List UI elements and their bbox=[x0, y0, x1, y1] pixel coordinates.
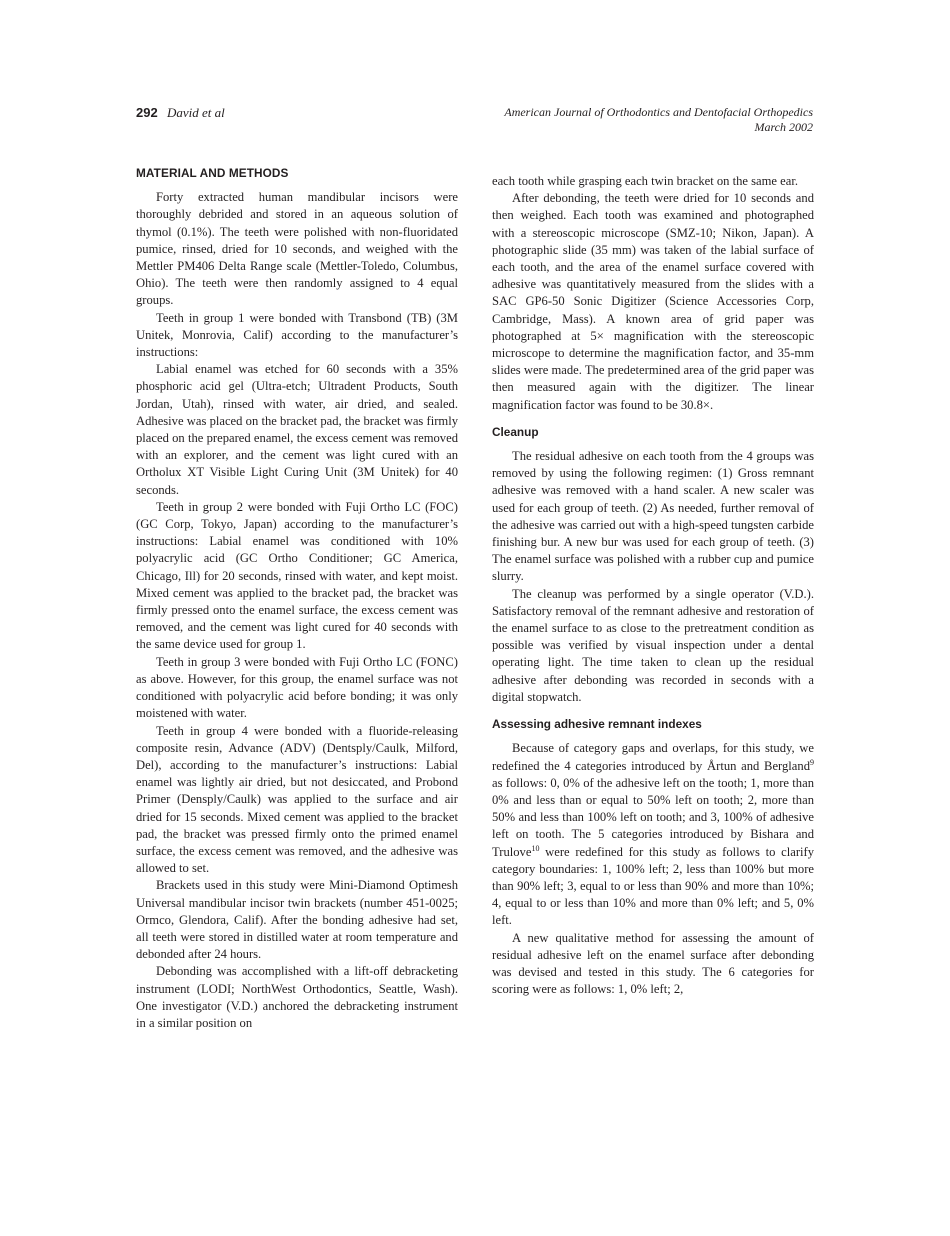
paragraph: Labial enamel was etched for 60 seconds with a 35% phosphoric acid gel (Ultra-etch; Ultradent Products, South Jordan, Utah), rinsed with water, air dried, and sealed. Adhesive was placed on the bracket pad, the bracket was firmly placed on the prepared enamel, the excess cement was removed with an explorer, and the cement was light cured with an Ortholux XT Visible Light Curing Unit (3M Unitek) for 40 seconds. bbox=[136, 362, 458, 497]
page-number: 292 bbox=[136, 105, 158, 120]
paragraph: Teeth in group 4 were bonded with a fluoride-releasing composite resin, Advance (ADV) (Dentsply/Caulk, Milford, Del), according to the manufacturer’s instructions: Labial enamel was lightly air dried, but not desiccated, and Probond Primer (Densply/Caulk) was applied to the surface and air dried for 15 seconds. Mixed cement was applied to the bracket pad, the bracket was pressed firmly onto the primed enamel surface, the excess cement was removed, and the adhesive was allowed to set. bbox=[136, 723, 458, 876]
paragraph: Forty extracted human mandibular incisors were thoroughly debrided and stored in an aqueous solution of thymol (0.1%). The teeth were polished with non-fluoridated pumice, rinsed, dried for 10 seconds, and weighed with the Mettler PM406 Delta Range scale (Mettler-Toledo, Columbus, Ohio). The teeth were then randomly assigned to 4 equal groups. bbox=[136, 190, 458, 308]
paragraph: Debonding was accomplished with a lift-off debracketing instrument (LODI; NorthWest Orthodontics, Seattle, Wash). One investigator (V.D.) anchored the debracketing instrument in a similar position on bbox=[136, 964, 458, 1030]
paragraph-ari-categories bbox=[492, 740, 814, 929]
paragraph: Teeth in group 2 were bonded with Fuji Ortho LC (FOC) (GC Corp, Tokyo, Japan) according to the manufacturer’s instructions: Labial enamel was conditioned with 10% polyacrylic acid (GC Ortho Conditioner; GC America, Chicago, Ill) for 20 seconds, rinsed with water, and kept moist. Mixed cement was applied to the bracket pad, the bracket was firmly pressed onto the enamel surface, the excess cement was removed, and the cement was light cured for 40 seconds with the same device used for group 1. bbox=[136, 499, 458, 652]
text-span: as follows: 0, 0% of the adhesive left on the tooth; 1, more than 0% and less than or equal to 50% left on tooth; 2, more than 50% and less than 100% left on tooth; and 3, 100% of adhesive left on tooth. The 5 categories introduced by Bishara and Trulove bbox=[492, 775, 814, 859]
paragraph: Brackets used in this study were Mini-Diamond Optimesh Universal mandibular incisor twin brackets (number 451-0025; Ormco, Glendora, Calif). After the bonding adhesive had set, all teeth were stored in distilled water at room temperature and debonded after 24 hours. bbox=[136, 878, 458, 962]
subsection-heading-cleanup: Cleanup bbox=[492, 424, 539, 439]
running-header-right bbox=[504, 105, 813, 135]
text-span: were redefined for this study as follows to clarify category boundaries: 1, 100% left; 2, less than 100% but more than 90% left; 3, equal to or less than 90% and more than 10%; 4, equal to or less than 10% and more than 0% left; and 5, 0% left. bbox=[492, 844, 814, 928]
section-heading-methods: MATERIAL AND METHODS bbox=[136, 166, 289, 180]
journal-title: American Journal of Orthodontics and Dentofacial Orthopedics bbox=[504, 105, 813, 119]
running-authors: David et al bbox=[166, 105, 225, 120]
subsection-heading-ari: Assessing adhesive remnant indexes bbox=[492, 717, 702, 732]
running-header-left bbox=[136, 105, 225, 121]
paragraph: The cleanup was performed by a single operator (V.D.). Satisfactory removal of the remnant adhesive and restoration of the enamel surface to as close to the pretreatment condition as possible was verified by visual inspection under a dental operating light. The time taken to clean up the residual adhesive after debonding was recorded in seconds with a digital stopwatch. bbox=[492, 586, 814, 704]
right-column bbox=[492, 173, 814, 998]
paragraph: The residual adhesive on each tooth from the 4 groups was removed by using the following regimen: (1) Gross remnant adhesive was removed with a hand scaler. A new scaler was used for each group of teeth. (2) As needed, further removal of the adhesive was carried out with a high-speed tungsten carbide finishing bur. A new bur was used for each group of teeth. (3) The enamel surface was polished with a rubber cup and pumice slurry. bbox=[492, 449, 814, 584]
paragraph-continuation: each tooth while grasping each twin bracket on the same ear. bbox=[492, 174, 798, 188]
reference-superscript: 9 bbox=[810, 757, 814, 767]
paragraph: Teeth in group 1 were bonded with Transbond (TB) (3M Unitek, Monrovia, Calif) according to the manufacturer’s instructions: bbox=[136, 310, 458, 360]
left-column bbox=[136, 165, 458, 1032]
paragraph: After debonding, the teeth were dried for 10 seconds and then weighed. Each tooth was examined and photographed with a stereoscopic microscope (SMZ-10; Nikon, Japan). A photographic slide (35 mm) was taken of the labial surface of each tooth, and the area of the enamel surface covered with adhesive was quantitatively measured from the slides with a SAC GP6-50 Sonic Digitizer (Science Accessories Corp, Cambridge, Mass). A known area of grid paper was photographed at 5× magnification with the stereoscopic microscope to determine the magnification factor, and 35-mm slides were made. The predetermined area of the grid paper was then measured again with the digitizer. The linear magnification factor was found to be 30.8×. bbox=[492, 191, 814, 412]
paragraph: Teeth in group 3 were bonded with Fuji Ortho LC (FONC) as above. However, for this group, the enamel surface was not conditioned with polyacrylic acid before bonding; it was only moistened with water. bbox=[136, 654, 458, 721]
reference-superscript: 10 bbox=[531, 843, 540, 853]
issue-date: March 2002 bbox=[754, 120, 813, 134]
paragraph: A new qualitative method for assessing the amount of residual adhesive left on the enamel surface after debonding was devised and tested in this study. The 6 categories for scoring were as follows: 1, 0% left; 2, bbox=[492, 930, 814, 997]
text-span: Because of category gaps and overlaps, for this study, we redefined the 4 categories introduced by Årtun and Bergland bbox=[492, 741, 814, 773]
